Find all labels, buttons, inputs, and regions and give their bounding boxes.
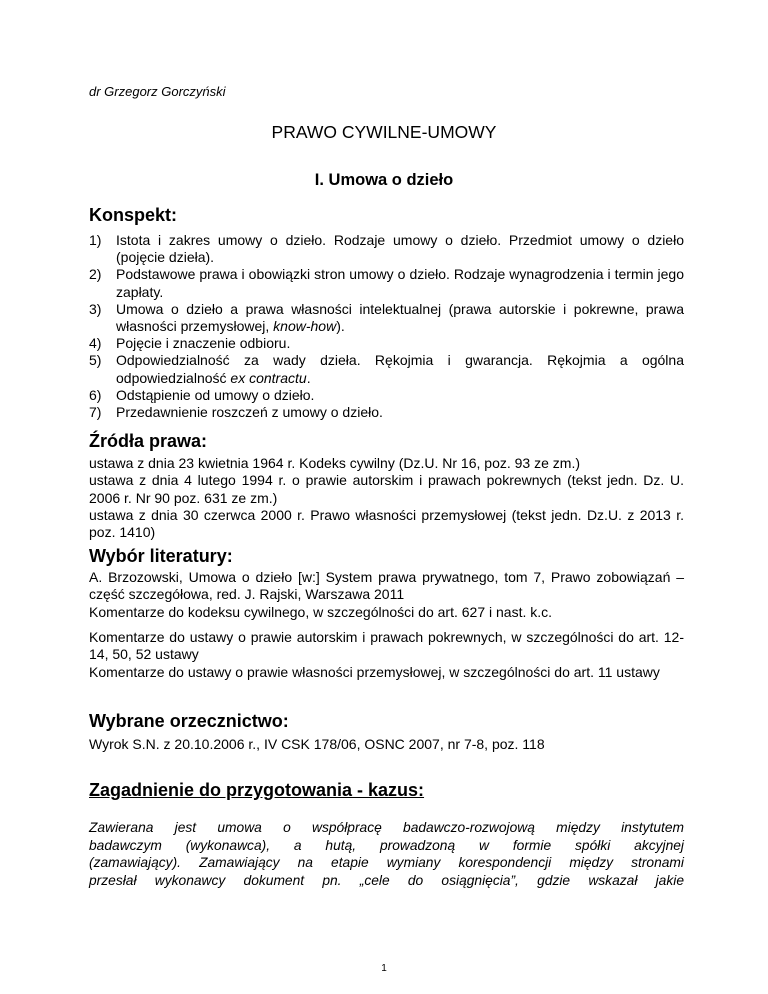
author-line: dr Grzegorz Gorczyński: [89, 84, 226, 99]
literatura-list-a: [89, 569, 684, 621]
konspekt-item: 6) Odstąpienie od umowy o dzieło.: [89, 386, 315, 403]
zrodla-item: ustawa z dnia 4 lutego 1994 r. o prawie autorskim i prawach pokrewnych (tekst jedn. Dz. U. 2006 r. Nr 90 poz. 631 ze zm.): [89, 472, 684, 506]
literatura-item: Komentarze do kodeksu cywilnego, w szczególności do art. 627 i nast. k.c.: [89, 603, 553, 620]
konspekt-list: [89, 232, 684, 421]
konspekt-item: 5) Odpowiedzialność za wady dzieła. Rękojmia i gwarancja. Rękojmia a ogólna odpowiedzialność ex contractu.: [89, 352, 684, 386]
kazus-line: (zamawiający). Zamawiający na etapie wymiany korespondencji między stronami: [89, 855, 684, 870]
literatura-item: A. Brzozowski, Umowa o dzieło [w:] System prawa prywatnego, tom 7, Prawo zobowiązań – część szczegółowa, red. J. Rajski, Warszawa 2011: [89, 569, 684, 603]
zrodla-heading: Źródła prawa:: [89, 431, 208, 451]
orzecznictwo-item: Wyrok S.N. z 20.10.2006 r., IV CSK 178/06, OSNC 2007, nr 7-8, poz. 118: [89, 736, 545, 752]
konspekt-item: 3) Umowa o dzieło a prawa własności intelektualnej (prawa autorskie i pokrewne, prawa własności przemysłowej, know-how).: [89, 300, 684, 335]
konspekt-heading: Konspekt:: [89, 205, 178, 225]
konspekt-item: 4) Pojęcie i znaczenie odbioru.: [89, 335, 291, 352]
orzecznictwo-heading: Wybrane orzecznictwo:: [89, 711, 289, 731]
konspekt-item: 7) Przedawnienie roszczeń z umowy o dzieło.: [89, 404, 383, 421]
konspekt-item: 1) Istota i zakres umowy o dzieło. Rodzaje umowy o dzieło. Przedmiot umowy o dzieło (pojęcie dzieła).: [89, 232, 684, 266]
orzecznictwo-list: [89, 736, 684, 753]
literatura-item: Komentarze do ustawy o prawie własności przemysłowej, w szczególności do art. 11 ustawy: [89, 663, 660, 680]
kazus-line: Zawierana jest umowa o współpracę badawczo-rozwojową między instytutem: [89, 820, 684, 835]
document-title: PRAWO CYWILNE-UMOWY: [271, 122, 497, 142]
literatura-heading: Wybór literatury:: [89, 546, 233, 566]
kazus-heading: Zagadnienie do przygotowania - kazus:: [89, 780, 425, 800]
zrodla-list: [89, 455, 684, 541]
konspekt-item: 2) Podstawowe prawa i obowiązki stron umowy o dzieło. Rodzaje wynagrodzenia i termin jego zapłaty.: [89, 266, 684, 300]
zrodla-item: ustawa z dnia 23 kwietnia 1964 r. Kodeks cywilny (Dz.U. Nr 16, poz. 93 ze zm.): [89, 455, 580, 471]
kazus-line: przesłał wykonawcy dokument pn. „cele do osiągnięcia”, gdzie wskazał jakie: [89, 872, 684, 888]
literatura-list-b: [89, 629, 684, 681]
section-title: I. Umowa o dzieło: [314, 171, 454, 189]
zrodla-item: ustawa z dnia 30 czerwca 2000 r. Prawo własności przemysłowej (tekst jedn. Dz.U. z 2013 r. poz. 1410): [89, 506, 684, 541]
page-number: 1: [381, 963, 387, 974]
kazus-line: badawczym (wykonawca), a hutą, prowadzoną w formie spółki akcyjnej: [89, 837, 684, 853]
kazus-text: [89, 819, 684, 889]
literatura-item: Komentarze do ustawy o prawie autorskim i prawach pokrewnych, w szczególności do art. 12-14, 50, 52 ustawy: [89, 629, 684, 663]
